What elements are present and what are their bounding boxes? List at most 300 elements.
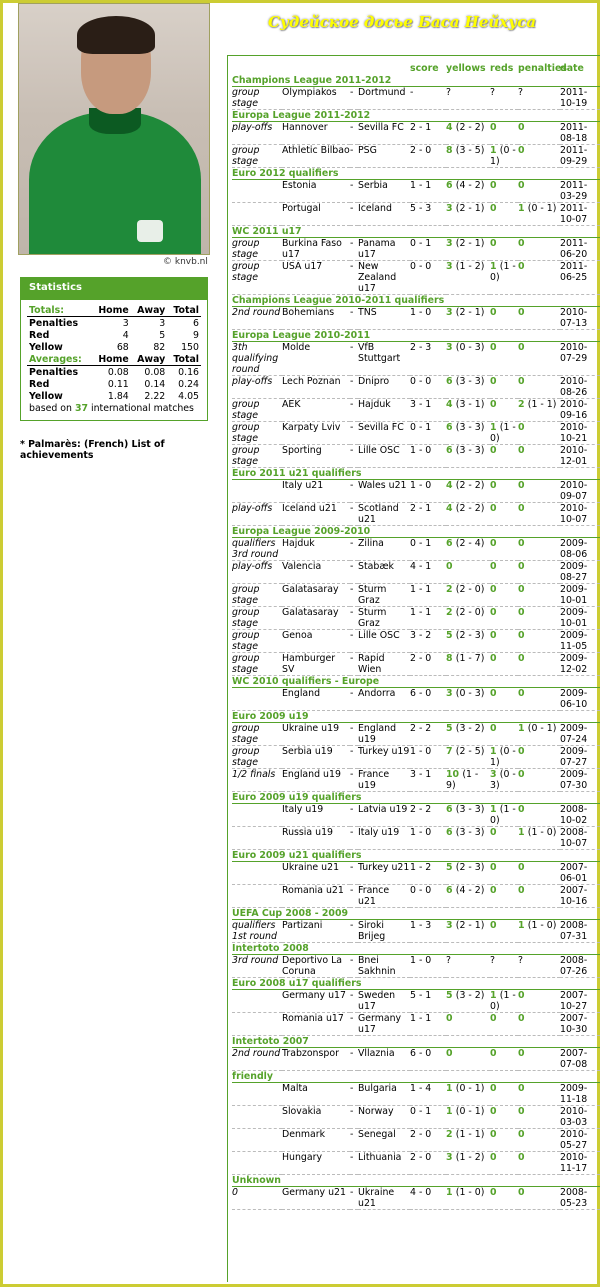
home-team: Karpaty Lviv	[282, 422, 350, 445]
penalties: 1 (0 - 1)	[518, 723, 560, 746]
match-score: 1 - 0	[410, 746, 446, 769]
dash: -	[350, 1129, 358, 1152]
match-score: 3 - 2	[410, 630, 446, 653]
match-row	[232, 723, 600, 746]
match-row	[232, 538, 600, 561]
home-team: Russia u19	[282, 827, 350, 850]
reds: 0	[490, 503, 518, 526]
penalties: 0	[518, 261, 560, 295]
dash: -	[350, 1083, 358, 1106]
match-stage	[232, 990, 282, 1013]
match-stage: group stage	[232, 607, 282, 630]
dash: -	[350, 480, 358, 503]
match-score: 4 - 0	[410, 1187, 446, 1210]
match-stage	[232, 1129, 282, 1152]
yellows: 1 (0 - 1)	[446, 1106, 490, 1129]
match-stage: group stage	[232, 87, 282, 110]
reds: 0	[490, 1187, 518, 1210]
yellows: 2 (1 - 1)	[446, 1129, 490, 1152]
yellows: ?	[446, 955, 490, 978]
penalties: 0	[518, 804, 560, 827]
match-row	[232, 746, 600, 769]
home-team: Ukraine u21	[282, 862, 350, 885]
reds: 0	[490, 1048, 518, 1071]
match-score: 2 - 0	[410, 653, 446, 676]
home-team: Denmark	[282, 1129, 350, 1152]
yellows: 5 (3 - 2)	[446, 990, 490, 1013]
away-team: Lithuania	[358, 1152, 410, 1175]
yellows: 0	[446, 561, 490, 584]
home-team: Germany u21	[282, 1187, 350, 1210]
match-date: 2007-06-01	[560, 862, 600, 885]
match-row	[232, 1048, 600, 1071]
yellows: 3 (1 - 2)	[446, 1152, 490, 1175]
match-stage: 3th qualifying round	[232, 342, 282, 376]
yellows: 6 (3 - 3)	[446, 376, 490, 399]
match-date: 2010-05-27	[560, 1129, 600, 1152]
penalties: 0	[518, 422, 560, 445]
reds: 0	[490, 1106, 518, 1129]
away-team: Scotland u21	[358, 503, 410, 526]
matches-panel	[227, 55, 600, 1282]
match-row	[232, 122, 600, 145]
match-row	[232, 688, 600, 711]
home-team: Hungary	[282, 1152, 350, 1175]
penalties: 0	[518, 885, 560, 908]
match-stage: play-offs	[232, 376, 282, 399]
reds: 0	[490, 630, 518, 653]
match-stage: 2nd round	[232, 1048, 282, 1071]
penalties: 0	[518, 1129, 560, 1152]
home-team: Sporting	[282, 445, 350, 468]
match-date: 2009-11-18	[560, 1083, 600, 1106]
dash: -	[350, 990, 358, 1013]
yellows: 10 (1 - 9)	[446, 769, 490, 792]
reds: 0	[490, 122, 518, 145]
match-row	[232, 1129, 600, 1152]
match-date: 2010-07-29	[560, 342, 600, 376]
yellows: 2 (2 - 0)	[446, 607, 490, 630]
yellows: 3 (2 - 1)	[446, 238, 490, 261]
home-team: Estonia	[282, 180, 350, 203]
match-stage	[232, 688, 282, 711]
home-team: Romania u17	[282, 1013, 350, 1036]
yellows: 6 (2 - 4)	[446, 538, 490, 561]
penalties: 0	[518, 630, 560, 653]
match-score: 2 - 0	[410, 145, 446, 168]
penalties: 0	[518, 1048, 560, 1071]
home-team: Partizani	[282, 920, 350, 943]
dash: -	[350, 342, 358, 376]
match-stage: 1/2 finals	[232, 769, 282, 792]
stats-row: Red 0.11 0.14 0.24	[29, 378, 199, 390]
reds: 0	[490, 203, 518, 226]
dash: -	[350, 399, 358, 422]
reds: 0	[490, 180, 518, 203]
match-row	[232, 1083, 600, 1106]
match-score: 0 - 0	[410, 261, 446, 295]
home-team: Germany u17	[282, 990, 350, 1013]
away-team: Andorra	[358, 688, 410, 711]
home-team: Italy u21	[282, 480, 350, 503]
dash: -	[350, 1152, 358, 1175]
away-team: Dortmund	[358, 87, 410, 110]
penalties: 0	[518, 538, 560, 561]
referee-photo	[18, 3, 210, 255]
match-date: 2009-10-01	[560, 584, 600, 607]
reds: 0	[490, 1013, 518, 1036]
dash: -	[350, 445, 358, 468]
col-reds: reds	[490, 63, 514, 74]
yellows: 6 (4 - 2)	[446, 180, 490, 203]
dash: -	[350, 561, 358, 584]
stats-row: Yellow 68 82 150	[29, 341, 199, 353]
reds: 0	[490, 688, 518, 711]
home-team: Ukraine u19	[282, 723, 350, 746]
away-team: Panama u17	[358, 238, 410, 261]
match-row	[232, 342, 600, 376]
stats-row: Yellow 1.84 2.22 4.05	[29, 390, 199, 402]
away-team: Latvia u19	[358, 804, 410, 827]
penalties: 0	[518, 607, 560, 630]
away-team: Rapid Wien	[358, 653, 410, 676]
yellows: 2 (2 - 0)	[446, 584, 490, 607]
reds: ?	[490, 87, 518, 110]
match-date: 2010-08-26	[560, 376, 600, 399]
reds: 0	[490, 342, 518, 376]
match-score: 1 - 0	[410, 955, 446, 978]
match-score: 2 - 1	[410, 122, 446, 145]
penalties: 0	[518, 1106, 560, 1129]
match-stage: qualifiers 3rd round	[232, 538, 282, 561]
home-team: AEK	[282, 399, 350, 422]
match-stage	[232, 1013, 282, 1036]
dash: -	[350, 238, 358, 261]
reds: 0	[490, 480, 518, 503]
match-score: 0 - 1	[410, 422, 446, 445]
home-team: Portugal	[282, 203, 350, 226]
match-score: 2 - 0	[410, 1152, 446, 1175]
yellows: 6 (3 - 3)	[446, 422, 490, 445]
dash: -	[350, 688, 358, 711]
match-stage: group stage	[232, 584, 282, 607]
match-score: 1 - 1	[410, 584, 446, 607]
penalties: 0	[518, 584, 560, 607]
match-score: 1 - 1	[410, 607, 446, 630]
home-team: England u19	[282, 769, 350, 792]
reds: 0	[490, 376, 518, 399]
dash: -	[350, 769, 358, 792]
match-date: 2009-12-02	[560, 653, 600, 676]
reds: 0	[490, 723, 518, 746]
penalties: 0	[518, 480, 560, 503]
home-team: Trabzonspor	[282, 1048, 350, 1071]
dash: -	[350, 1048, 358, 1071]
stats-subheader: Totals: Home Away Total	[29, 304, 199, 316]
away-team: VfB Stuttgart	[358, 342, 410, 376]
match-score: 4 - 1	[410, 561, 446, 584]
yellows: 3 (0 - 3)	[446, 688, 490, 711]
dash: -	[350, 630, 358, 653]
match-row	[232, 804, 600, 827]
dash: -	[350, 261, 358, 295]
match-score: 1 - 1	[410, 1013, 446, 1036]
match-row	[232, 885, 600, 908]
match-stage	[232, 1083, 282, 1106]
matches-table	[232, 56, 600, 1210]
statistics-footnote: based on 37 international matches	[29, 403, 194, 414]
competition-heading: friendly	[232, 1071, 600, 1083]
away-team: Lille OSC	[358, 445, 410, 468]
match-date: 2011-10-07	[560, 203, 600, 226]
home-team: Italy u19	[282, 804, 350, 827]
yellows: 0	[446, 1013, 490, 1036]
penalties: 0	[518, 180, 560, 203]
match-row	[232, 1106, 600, 1129]
match-score: 1 - 0	[410, 307, 446, 330]
dash: -	[350, 203, 358, 226]
yellows: 7 (2 - 5)	[446, 746, 490, 769]
reds: 0	[490, 607, 518, 630]
match-stage: 3rd round	[232, 955, 282, 978]
match-row	[232, 955, 600, 978]
statistics-box	[20, 277, 208, 421]
match-score: 1 - 4	[410, 1083, 446, 1106]
yellows: 5 (2 - 3)	[446, 862, 490, 885]
penalties: 0	[518, 862, 560, 885]
match-stage: play-offs	[232, 503, 282, 526]
match-date: 2010-10-07	[560, 503, 600, 526]
match-score: 0 - 0	[410, 376, 446, 399]
dash: -	[350, 1013, 358, 1036]
penalties: 0	[518, 1083, 560, 1106]
competition-heading: Europa League 2009-2010	[232, 526, 600, 538]
home-team: Burkina Faso u17	[282, 238, 350, 261]
match-row	[232, 827, 600, 850]
reds: 0	[490, 653, 518, 676]
match-row	[232, 584, 600, 607]
reds: 1 (1 - 0)	[490, 422, 518, 445]
competition-heading: Euro 2011 u21 qualifiers	[232, 468, 600, 480]
match-score: 2 - 1	[410, 503, 446, 526]
reds: 0	[490, 827, 518, 850]
away-team: France u19	[358, 769, 410, 792]
match-score: 1 - 0	[410, 445, 446, 468]
match-date: 2011-10-19	[560, 87, 600, 110]
penalties: 0	[518, 445, 560, 468]
match-score: 2 - 2	[410, 804, 446, 827]
match-stage	[232, 827, 282, 850]
competition-heading: Champions League 2011-2012	[232, 75, 600, 87]
match-row	[232, 769, 600, 792]
home-team: Bohemians	[282, 307, 350, 330]
away-team: Italy u19	[358, 827, 410, 850]
home-team: Lech Poznan	[282, 376, 350, 399]
home-team: England	[282, 688, 350, 711]
match-score: 1 - 2	[410, 862, 446, 885]
col-penalties: penalties	[518, 63, 567, 74]
reds: 1 (1 - 0)	[490, 261, 518, 295]
yellows: 1 (1 - 0)	[446, 1187, 490, 1210]
competition-heading: Euro 2009 u21 qualifiers	[232, 850, 600, 862]
dash: -	[350, 422, 358, 445]
yellows: 5 (2 - 3)	[446, 630, 490, 653]
away-team: PSG	[358, 145, 410, 168]
match-date: 2011-03-29	[560, 180, 600, 203]
away-team: Wales u21	[358, 480, 410, 503]
reds: 0	[490, 1129, 518, 1152]
competition-heading: WC 2011 u17	[232, 226, 600, 238]
reds: 0	[490, 445, 518, 468]
match-date: 2009-07-30	[560, 769, 600, 792]
match-date: 2008-10-02	[560, 804, 600, 827]
match-date: 2010-11-17	[560, 1152, 600, 1175]
reds: 0	[490, 862, 518, 885]
match-date: 2010-09-16	[560, 399, 600, 422]
palmares-link[interactable]: * Palmarès: (French) List of achievements	[20, 439, 165, 461]
reds: 1 (0 - 1)	[490, 145, 518, 168]
away-team: Siroki Brijeg	[358, 920, 410, 943]
match-date: 2007-07-08	[560, 1048, 600, 1071]
penalties: 2 (1 - 1)	[518, 399, 560, 422]
yellows: 6 (3 - 3)	[446, 827, 490, 850]
penalties: 0	[518, 1013, 560, 1036]
dash: -	[350, 122, 358, 145]
home-team: Hannover	[282, 122, 350, 145]
match-score: 5 - 3	[410, 203, 446, 226]
match-stage: qualifiers 1st round	[232, 920, 282, 943]
penalties: 0	[518, 990, 560, 1013]
match-score: 3 - 1	[410, 399, 446, 422]
match-stage: play-offs	[232, 561, 282, 584]
home-team: Galatasaray	[282, 607, 350, 630]
match-stage: group stage	[232, 261, 282, 295]
home-team: Malta	[282, 1083, 350, 1106]
match-row	[232, 376, 600, 399]
away-team: Bulgaria	[358, 1083, 410, 1106]
dash: -	[350, 827, 358, 850]
dash: -	[350, 87, 358, 110]
home-team: Hajduk	[282, 538, 350, 561]
col-score: score	[410, 63, 439, 74]
col-date: date	[560, 63, 584, 74]
photo-credit: © knvb.nl	[163, 257, 208, 267]
dash: -	[350, 503, 358, 526]
match-row	[232, 1187, 600, 1210]
home-team: USA u17	[282, 261, 350, 295]
match-date: 2008-07-31	[560, 920, 600, 943]
match-stage: group stage	[232, 422, 282, 445]
reds: 1 (1 - 0)	[490, 990, 518, 1013]
match-row	[232, 238, 600, 261]
yellows: 3 (0 - 3)	[446, 342, 490, 376]
match-row	[232, 630, 600, 653]
penalties: 0	[518, 1187, 560, 1210]
match-row	[232, 399, 600, 422]
yellows: 8 (3 - 5)	[446, 145, 490, 168]
match-stage: group stage	[232, 723, 282, 746]
match-row	[232, 307, 600, 330]
match-row	[232, 1152, 600, 1175]
match-row	[232, 862, 600, 885]
match-row	[232, 653, 600, 676]
yellows: 6 (4 - 2)	[446, 885, 490, 908]
yellows: 0	[446, 1048, 490, 1071]
match-date: 2009-08-27	[560, 561, 600, 584]
match-stage: group stage	[232, 653, 282, 676]
yellows: 4 (2 - 2)	[446, 480, 490, 503]
home-team: Genoa	[282, 630, 350, 653]
match-row	[232, 422, 600, 445]
away-team: Serbia	[358, 180, 410, 203]
match-date: 2009-08-06	[560, 538, 600, 561]
match-date: 2009-10-01	[560, 607, 600, 630]
match-row	[232, 561, 600, 584]
match-stage	[232, 804, 282, 827]
match-date: 2011-08-18	[560, 122, 600, 145]
match-row	[232, 180, 600, 203]
reds: 0	[490, 538, 518, 561]
yellows: 3 (2 - 1)	[446, 203, 490, 226]
match-stage: 2nd round	[232, 307, 282, 330]
match-stage	[232, 885, 282, 908]
dash: -	[350, 804, 358, 827]
home-team: Galatasaray	[282, 584, 350, 607]
penalties: 0	[518, 503, 560, 526]
match-date: 2010-10-21	[560, 422, 600, 445]
reds: ?	[490, 955, 518, 978]
match-score: 1 - 0	[410, 827, 446, 850]
match-date: 2008-05-23	[560, 1187, 600, 1210]
dash: -	[350, 920, 358, 943]
match-date: 2008-10-07	[560, 827, 600, 850]
reds: 0	[490, 307, 518, 330]
match-score: 0 - 1	[410, 1106, 446, 1129]
penalties: 1 (1 - 0)	[518, 920, 560, 943]
penalties: 0	[518, 307, 560, 330]
match-score: 1 - 0	[410, 480, 446, 503]
away-team: Hajduk	[358, 399, 410, 422]
reds: 1 (0 - 1)	[490, 746, 518, 769]
stats-row: Penalties 3 3 6	[29, 317, 199, 329]
away-team: Sweden u17	[358, 990, 410, 1013]
reds: 0	[490, 920, 518, 943]
away-team: Sevilla FC	[358, 422, 410, 445]
away-team: France u21	[358, 885, 410, 908]
match-score: 6 - 0	[410, 1048, 446, 1071]
match-score: 2 - 3	[410, 342, 446, 376]
away-team: Dnipro	[358, 376, 410, 399]
match-score: 0 - 1	[410, 238, 446, 261]
competition-heading: Europa League 2010-2011	[232, 330, 600, 342]
match-date: 2009-06-10	[560, 688, 600, 711]
match-date: 2010-09-07	[560, 480, 600, 503]
penalties: ?	[518, 955, 560, 978]
yellows: ?	[446, 87, 490, 110]
away-team: Zilina	[358, 538, 410, 561]
match-row	[232, 607, 600, 630]
away-team: Germany u17	[358, 1013, 410, 1036]
away-team: Vllaznia	[358, 1048, 410, 1071]
match-date: 2008-07-26	[560, 955, 600, 978]
match-score: 2 - 2	[410, 723, 446, 746]
reds: 0	[490, 238, 518, 261]
dash: -	[350, 584, 358, 607]
yellows: 1 (0 - 1)	[446, 1083, 490, 1106]
away-team: Senegal	[358, 1129, 410, 1152]
match-stage	[232, 862, 282, 885]
home-team: Slovakia	[282, 1106, 350, 1129]
